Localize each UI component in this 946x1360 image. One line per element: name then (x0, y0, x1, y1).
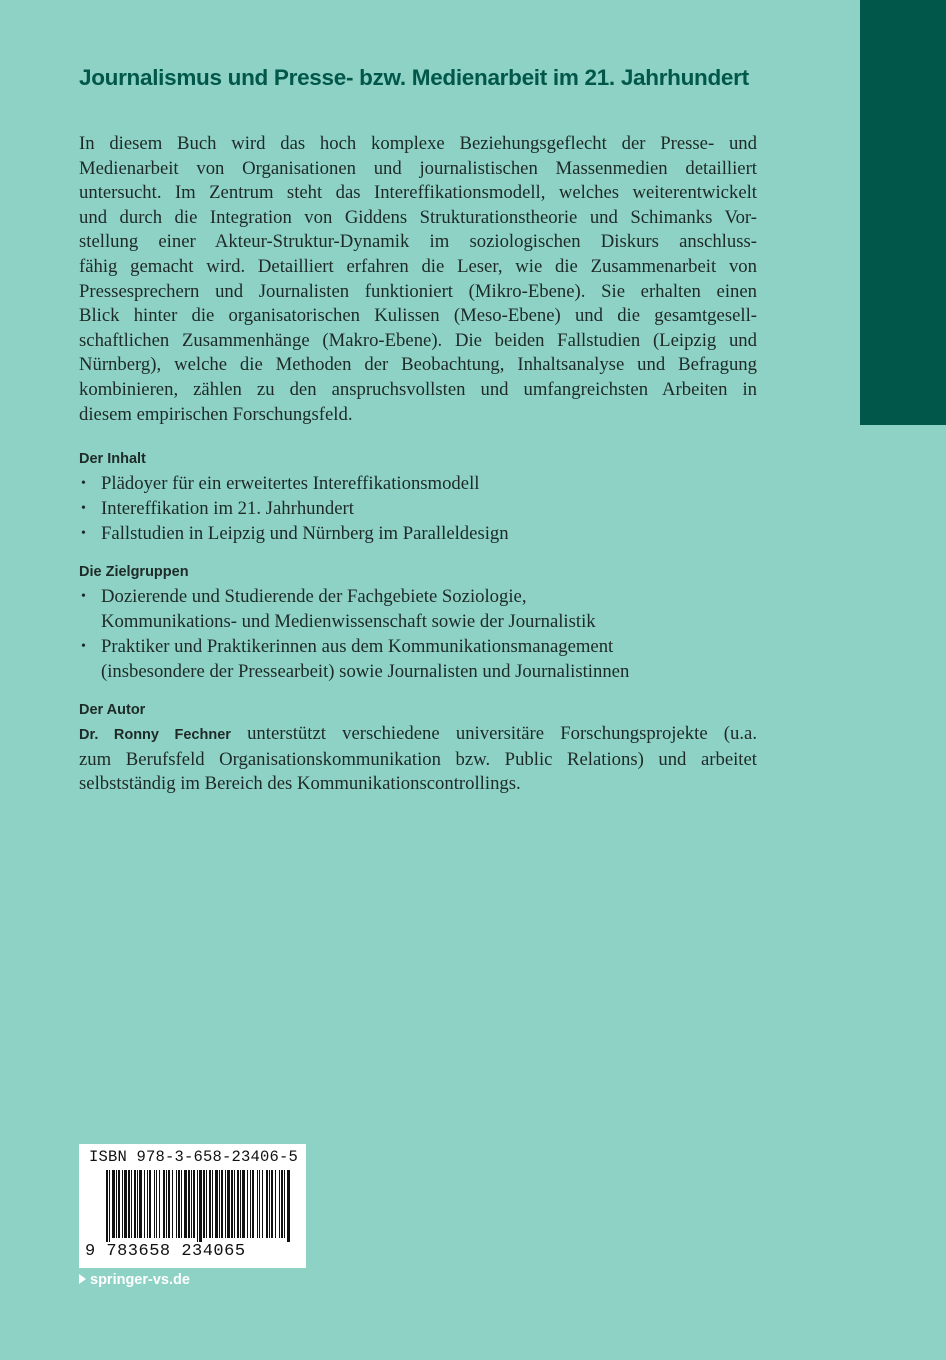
barcode-bar (154, 1170, 155, 1238)
description (79, 132, 757, 427)
barcode-bar (109, 1170, 110, 1242)
barcode-bar (247, 1170, 248, 1238)
barcode-bar (172, 1170, 173, 1238)
inhalt-list (79, 471, 757, 546)
list-item-text: (insbesondere der Pressearbeit) sowie Journalisten und Journalistinnen (101, 661, 630, 683)
list-item (79, 584, 757, 634)
barcode-bar (166, 1170, 167, 1238)
barcode-bar (237, 1170, 239, 1238)
barcode-bar (184, 1170, 187, 1238)
isbn-label: ISBN 978-3-658-23406-5 (89, 1148, 299, 1166)
barcode-bar (159, 1170, 160, 1238)
barcode-bar (219, 1170, 220, 1238)
list-item-text: Plädoyer für ein erweitertes Intereffikationsmodell (101, 473, 480, 495)
section-inhalt (79, 447, 757, 546)
section-heading: Die Zielgruppen (79, 564, 189, 581)
barcode-bar (168, 1170, 170, 1238)
barcode-bar (199, 1170, 202, 1242)
barcode-bar (149, 1170, 151, 1238)
barcode-bar (266, 1170, 268, 1238)
description-line: fähig gemacht wird. Detailliert erfahren die Leser, wie die Zusammenarbeit von (79, 255, 757, 277)
barcode-bar (212, 1170, 213, 1238)
list-item (79, 496, 757, 521)
author-bio-line (79, 722, 757, 748)
barcode-bar (240, 1170, 241, 1238)
accent-band (860, 0, 946, 425)
barcode-bar (124, 1170, 127, 1238)
description-line: untersucht. Im Zentrum steht das Intereffikationsmodell, welches weiterentwickelt (79, 182, 757, 204)
list-item-text: Fallstudien in Leipzig und Nürnberg im Paralleldesign (101, 523, 509, 545)
list-item-text: Intereffikation im 21. Jahrhundert (101, 498, 354, 520)
barcode-bar (191, 1170, 192, 1238)
barcode-bar (144, 1170, 145, 1238)
barcode-bar (147, 1170, 148, 1238)
list-item (79, 521, 757, 546)
website-link[interactable] (79, 1272, 190, 1288)
list-item (79, 634, 757, 684)
list-item (79, 471, 757, 496)
description-line: Medienarbeit von Organisationen und journalistischen Massenmedien detailliert (79, 157, 757, 179)
barcode-bar (163, 1170, 165, 1238)
list-item-text: Kommunikations- und Medienwissenschaft sowie der Journalistik (101, 611, 596, 633)
barcode-bar (188, 1170, 190, 1238)
barcode-bar (176, 1170, 177, 1238)
author-bio (79, 722, 757, 797)
barcode-bar (137, 1170, 138, 1238)
description-line: Pressesprechern und Journalisten funktioniert (Mikro-Ebene). Sie erhalten einen (79, 280, 757, 302)
barcode-bar (181, 1170, 182, 1238)
barcode-bar (116, 1170, 117, 1238)
barcode-bar (128, 1170, 130, 1238)
barcode-bar (250, 1170, 251, 1238)
barcode-bar (269, 1170, 270, 1238)
barcode-bar (139, 1170, 142, 1238)
section-heading: Der Autor (79, 702, 146, 719)
author-bio-line: zum Berufsfeld Organisationskommunikation bzw. Public Relations) und arbeitet (79, 748, 757, 770)
barcode-bar (193, 1170, 195, 1238)
barcode-bar (275, 1170, 276, 1238)
description-line: diesem empirischen Forschungsfeld. (79, 403, 353, 425)
list-item-text: Dozierende und Studierende der Fachgebiete Soziologie, (101, 586, 527, 608)
description-line: Blick hinter die organisatorischen Kulissen (Meso-Ebene) und die gesamtgesell- (79, 305, 757, 327)
barcode-bar (227, 1170, 230, 1238)
barcode-bar (156, 1170, 157, 1238)
author-bio-line: selbstständig im Bereich des Kommunikationscontrollings. (79, 773, 521, 795)
description-line: und durch die Integration von Giddens Strukturationstheorie und Schimanks Vor- (79, 206, 757, 228)
barcode-bar (284, 1170, 285, 1238)
barcode-bar (118, 1170, 120, 1238)
bullet-icon: • (81, 501, 86, 517)
barcode-bar (203, 1170, 205, 1238)
back-cover-content (79, 60, 757, 797)
description-line: Nürnberg), welche die Methoden der Beobachtung, Inhaltsanalyse und Befragung (79, 354, 757, 376)
barcode-bar (131, 1170, 132, 1238)
bullet-icon: • (81, 589, 86, 605)
barcode-bar (225, 1170, 226, 1238)
barcode-bar (209, 1170, 211, 1238)
barcode-bar (259, 1170, 260, 1238)
barcode-bar (287, 1170, 290, 1242)
barcode-bar (262, 1170, 263, 1238)
bullet-icon: • (81, 526, 86, 542)
barcode-bar (257, 1170, 258, 1238)
arrow-right-icon (79, 1274, 86, 1284)
section-heading: Der Inhalt (79, 451, 146, 468)
barcode-bar (206, 1170, 207, 1238)
list-item-text: Praktiker und Praktikerinnen aus dem Kommunikationsmanagement (101, 636, 614, 658)
barcode-bar (178, 1170, 180, 1238)
section-autor (79, 698, 757, 797)
barcode-bar (242, 1170, 245, 1238)
barcode-image (79, 1170, 306, 1242)
barcode-bar (197, 1170, 198, 1242)
description-line: schaftlichen Zusammenhänge (Makro-Ebene). Die beiden Fallstudien (Leipzig und (79, 329, 757, 351)
barcode-bar (281, 1170, 283, 1238)
barcode-bar (112, 1170, 115, 1238)
barcode-bar (234, 1170, 235, 1238)
barcode-digits: 9 783658 234065 (85, 1242, 246, 1261)
author-bio-text: unterstützt verschiedene universitäre Forschungsprojekte (u.a. (230, 723, 758, 745)
bullet-icon: • (81, 639, 86, 655)
barcode-bar (279, 1170, 280, 1238)
bullet-icon: • (81, 476, 86, 492)
barcode-bar (134, 1170, 136, 1238)
description-line: kombinieren, zählen zu den anspruchsvollsten und umfangreichsten Arbeiten in (79, 378, 757, 400)
isbn-barcode (79, 1144, 306, 1268)
barcode-bar (231, 1170, 233, 1238)
barcode-bar (215, 1170, 218, 1238)
author-name: Dr. Ronny Fechner (79, 727, 231, 744)
book-title: Journalismus und Presse- bzw. Medienarbeit im 21. Jahrhundert (79, 65, 749, 90)
description-line: In diesem Buch wird das hoch komplexe Beziehungsgeflecht der Presse- und (79, 133, 757, 154)
website-text: springer-vs.de (90, 1272, 190, 1288)
section-zielgruppen (79, 560, 757, 684)
barcode-bar (271, 1170, 273, 1238)
barcode-bar (252, 1170, 254, 1238)
zielgruppen-list (79, 584, 757, 684)
barcode-bar (122, 1170, 123, 1238)
barcode-bar (106, 1170, 108, 1242)
description-line: stellung einer Akteur-Struktur-Dynamik im soziologischen Diskurs anschluss- (79, 231, 757, 253)
barcode-bar (221, 1170, 223, 1238)
